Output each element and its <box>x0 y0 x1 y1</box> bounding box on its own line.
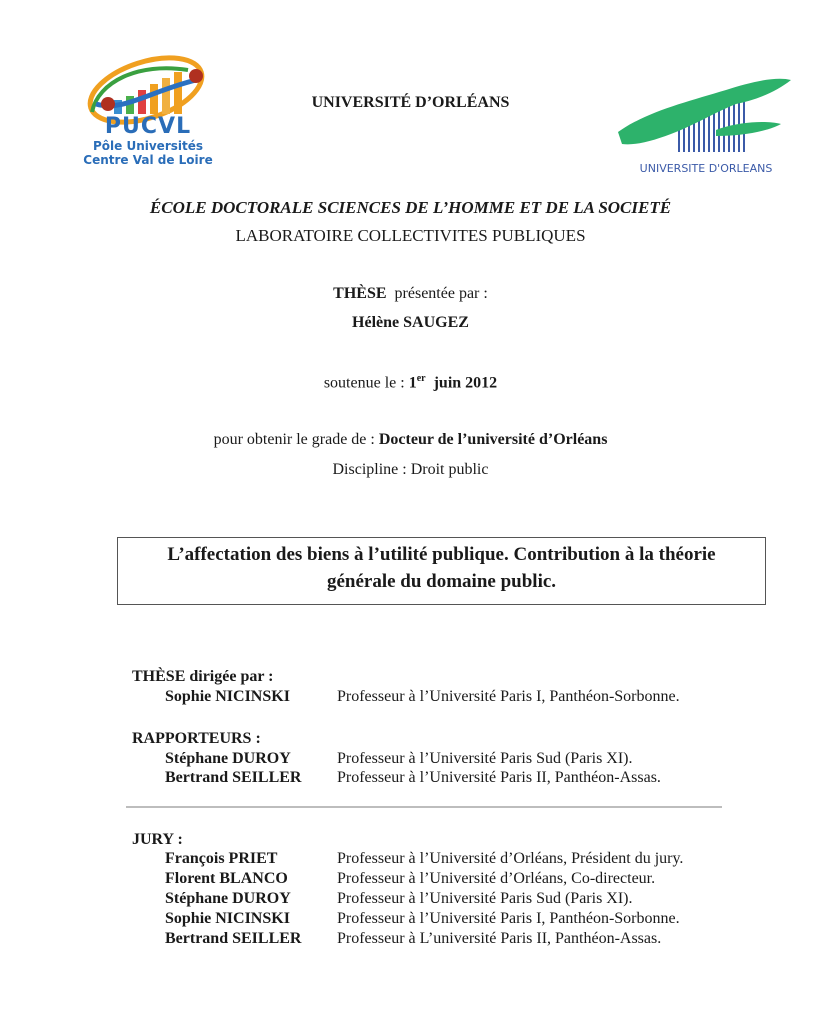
author-name: Hélène SAUGEZ <box>352 314 469 331</box>
supervisor-row <box>132 688 752 708</box>
member-role: Professeur à l’Université Paris I, Panthéon-Sorbonne. <box>337 910 680 927</box>
member-role: Professeur à l’Université Paris Sud (Paris XI). <box>337 890 633 907</box>
section-divider <box>126 806 722 808</box>
member-role: Professeur à l’Université Paris II, Panthéon-Assas. <box>337 769 661 786</box>
orleans-emblem-icon <box>616 72 796 162</box>
rapporteur-row <box>132 750 752 770</box>
grade-line <box>0 431 821 449</box>
member-name: Bertrand SEILLER <box>165 930 302 947</box>
grade-value: Docteur de l’université d’Orléans <box>378 431 608 448</box>
defended-label: soutenue le : <box>323 374 405 392</box>
rapporteur-row <box>132 769 752 789</box>
member-name: Sophie NICINSKI <box>165 688 290 705</box>
defense-day: 1 <box>408 374 417 392</box>
laboratory: LABORATOIRE COLLECTIVITES PUBLIQUES <box>235 226 586 245</box>
discipline: Discipline : Droit public <box>332 461 489 478</box>
member-name: Bertrand SEILLER <box>165 769 302 786</box>
jury-row <box>132 910 752 930</box>
pucvl-line1: Pôle Universités <box>92 139 204 153</box>
pucvl-line2: Centre Val de Loire <box>83 153 213 167</box>
doctoral-school: ÉCOLE DOCTORALE SCIENCES DE L’HOMME ET DE LA SOCIETÉ <box>149 198 672 217</box>
orleans-logo-text: UNIVERSITE D'ORLEANS <box>639 162 773 175</box>
pucvl-logo <box>78 52 218 182</box>
member-role: Professeur à L’université Paris II, Panthéon-Assas. <box>337 930 662 947</box>
supervision-label: THÈSE dirigée par : <box>132 668 274 685</box>
thesis-presented-line <box>0 285 821 303</box>
member-role: Professeur à l’Université Paris I, Panthéon-Sorbonne. <box>337 688 680 705</box>
jury-row <box>132 850 752 870</box>
member-name: Sophie NICINSKI <box>165 910 290 927</box>
grade-label: pour obtenir le grade de : <box>213 431 375 448</box>
university-name: UNIVERSITÉ D’ORLÉANS <box>311 94 510 111</box>
orleans-logo <box>616 72 796 182</box>
jury-label: JURY : <box>132 831 183 848</box>
jury-row <box>132 870 752 890</box>
member-role: Professeur à l’Université d’Orléans, Co-directeur. <box>337 870 656 887</box>
presented-by: présentée par : <box>394 285 488 302</box>
member-name: Stéphane DUROY <box>165 890 291 907</box>
thesis-title-line2: générale du domaine public. <box>326 571 557 592</box>
defense-date-line <box>0 373 821 392</box>
thesis-label: THÈSE <box>333 285 387 302</box>
jury-row <box>132 890 752 910</box>
rapporteurs-label: RAPPORTEURS : <box>132 730 261 747</box>
pucvl-acronym: PUCVL <box>104 114 192 139</box>
member-role: Professeur à l’Université d’Orléans, Président du jury. <box>337 850 684 867</box>
defense-day-sup: er <box>416 373 426 384</box>
jury-row <box>132 930 752 950</box>
member-name: François PRIET <box>165 850 278 867</box>
thesis-title-line1: L’affectation des biens à l’utilité publique. Contribution à la théorie <box>167 544 716 565</box>
member-name: Florent BLANCO <box>165 870 288 887</box>
thesis-title-box <box>117 537 766 605</box>
member-role: Professeur à l’Université Paris Sud (Paris XI). <box>337 750 633 767</box>
member-name: Stéphane DUROY <box>165 750 291 767</box>
defense-date: juin 2012 <box>433 374 498 392</box>
